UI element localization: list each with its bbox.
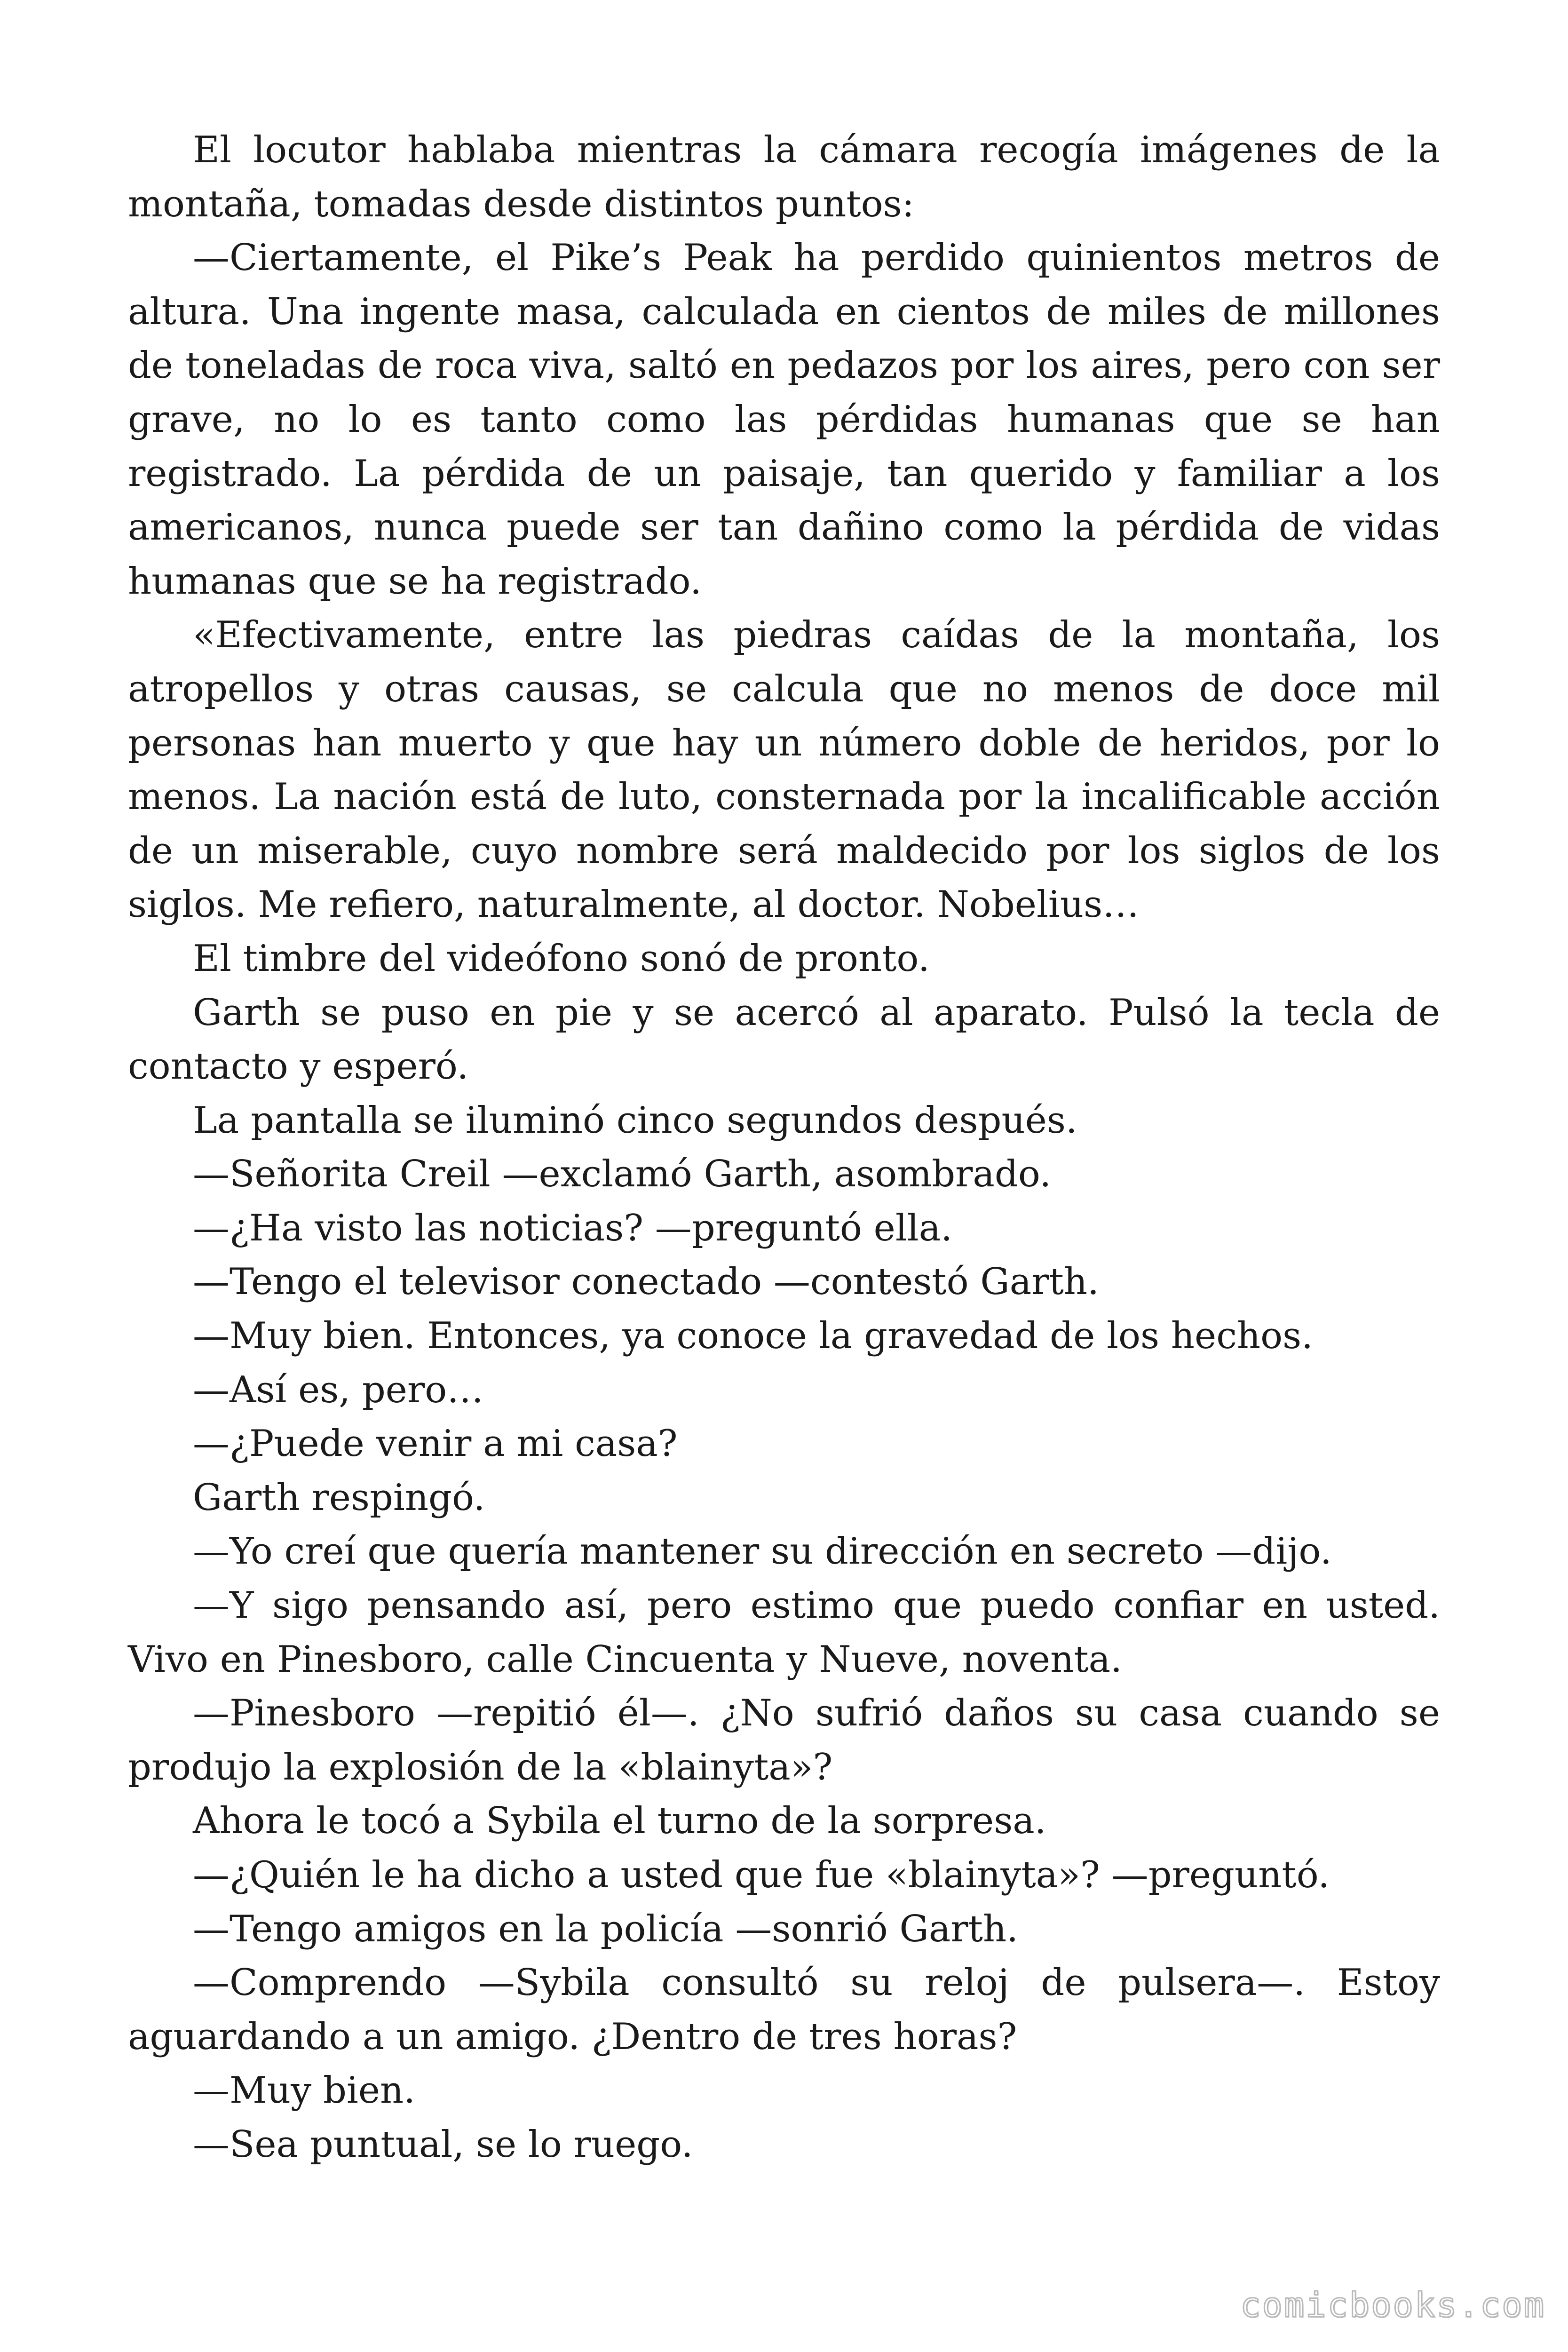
page-text xyxy=(128,123,1440,2172)
paragraph: Ahora le tocó a Sybila el turno de la sorpresa. xyxy=(193,1800,1046,1843)
paragraph: —Y sigo pensando así, pero estimo que puedo confiar en usted. Vivo en Pinesboro, calle Cincuenta y Nueve, noventa. xyxy=(128,1584,1440,1681)
paragraph: —Señorita Creil —exclamó Garth, asombrado. xyxy=(193,1153,1052,1196)
paragraph: —Yo creí que quería mantener su dirección en secreto —dijo. xyxy=(193,1530,1332,1573)
paragraph: —Tengo amigos en la policía —sonrió Garth. xyxy=(193,1907,1018,1950)
watermark: comicbooks.com xyxy=(1240,2285,1545,2325)
paragraph: Garth respingó. xyxy=(193,1476,485,1519)
paragraph: —Tengo el televisor conectado —contestó Garth. xyxy=(193,1261,1099,1303)
paragraph: —¿Quién le ha dicho a usted que fue «blainyta»? —preguntó. xyxy=(193,1854,1330,1896)
paragraph: —Comprendo —Sybila consultó su reloj de pulsera—. Estoy aguardando a un amigo. ¿Dentro de tres horas? xyxy=(128,1962,1440,2058)
paragraph: —Muy bien. xyxy=(193,2069,416,2112)
paragraph: —Pinesboro —repitió él—. ¿No sufrió daños su casa cuando se produjo la explosión de la «blainyta»? xyxy=(128,1692,1440,1788)
paragraph: El locutor hablaba mientras la cámara recogía imágenes de la montaña, tomadas desde distintos puntos: xyxy=(128,129,1440,225)
paragraph: —Muy bien. Entonces, ya conoce la gravedad de los hechos. xyxy=(193,1315,1313,1358)
paragraph: —¿Ha visto las noticias? —preguntó ella. xyxy=(193,1207,953,1249)
paragraph: «Efectivamente, entre las piedras caídas de la montaña, los atropellos y otras causas, se calcula que no menos de doce mil personas han muerto y que hay un número doble de heridos, por lo menos. La nación está de luto, consternada por la incalificable acción de un miserable, cuyo nombre será maldecido por los siglos de los siglos. Me refiero, naturalmente, al doctor. Nobelius… xyxy=(128,614,1440,926)
paragraph: —Así es, pero… xyxy=(193,1368,484,1411)
paragraph: —Sea puntual, se lo ruego. xyxy=(193,2123,693,2166)
paragraph: La pantalla se iluminó cinco segundos después. xyxy=(193,1099,1077,1142)
paragraph: El timbre del videófono sonó de pronto. xyxy=(193,937,930,980)
paragraph: —Ciertamente, el Pike’s Peak ha perdido quinientos metros de altura. Una ingente masa, calculada en cientos de miles de millones de toneladas de roca viva, saltó en pedazos por los aires, pero con ser grave, no lo es tanto como las pérdidas humanas que se han registrado. La pérdida de un paisaje, tan querido y familiar a los americanos, nunca puede ser tan dañino como la pérdida de vidas humanas que se ha registrado. xyxy=(128,237,1440,603)
paragraph: —¿Puede venir a mi casa? xyxy=(193,1422,678,1465)
paragraph: Garth se puso en pie y se acercó al aparato. Pulsó la tecla de contacto y esperó. xyxy=(128,991,1440,1088)
